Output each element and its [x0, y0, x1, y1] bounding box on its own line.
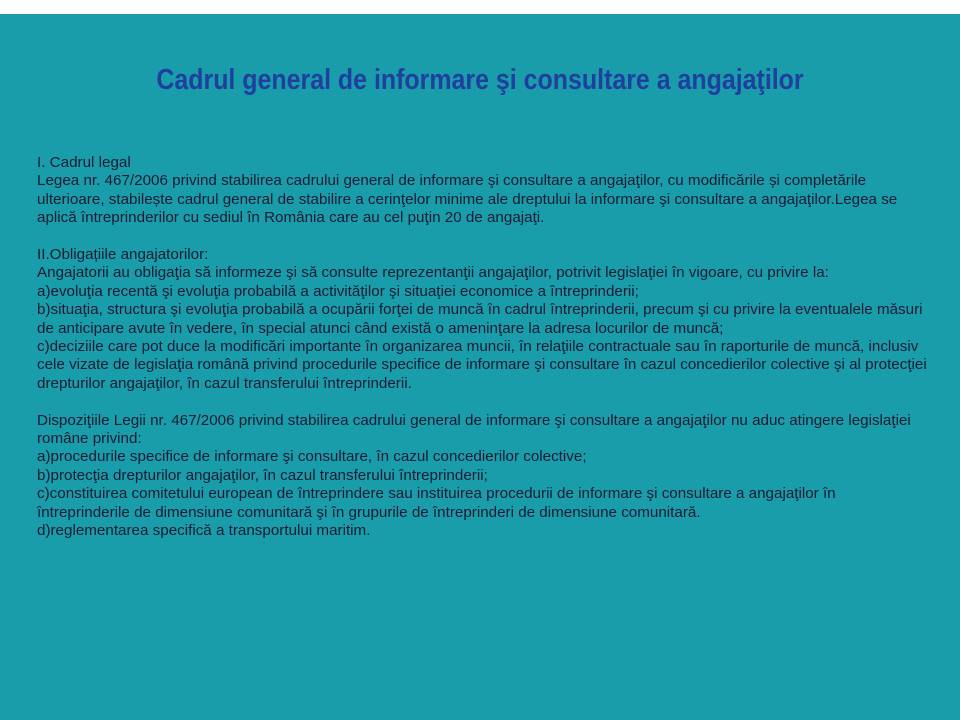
list-item-provision-a: a)procedurile specifice de informare şi consultare, în cazul concedierilor colective; [37, 448, 587, 466]
slide-title: Cadrul general de informare şi consultare a angajaţilor [156, 64, 804, 96]
slide-body [37, 154, 927, 541]
list-item-provision-b: b)protecţia drepturilor angajaţilor, în cazul transferului întreprinderii; [37, 466, 488, 484]
slide [0, 14, 960, 720]
list-item-obligation-a: a)evoluţia recentă şi evoluţia probabilă a activităţilor şi situaţiei economice a întreprinderii; [37, 282, 639, 300]
list-item-obligation-b: b)situaţia, structura şi evoluţia probabilă a ocupării forţei de muncă în cadrul întreprinderii, precum şi cu privire la eventualele măsuri de anticipare avute în vedere, în special atunci când există o ameninţare la adresa locurilor de muncă; [37, 301, 923, 337]
section-heading-legal-framework: I. Cadrul legal [37, 154, 131, 171]
section-heading-obligations: II.Obligațiile angajatorilor: [37, 246, 209, 264]
list-item-obligation-c: c)deciziile care pot duce la modificări importante în organizarea muncii, în relaţiile contractuale sau în raporturile de muncă, inclusiv cele vizate de legislaţia română privind procedurile specifice de informare şi consultare în cazul concedierilor colective şi al protecţiei drepturilor angajaţilor, în cazul transferului întreprinderii. [37, 338, 927, 392]
blank-line [37, 393, 927, 411]
list-item-provision-d: d)reglementarea specifică a transportului maritim. [37, 522, 371, 540]
paragraph-provisions-intro: Dispoziţiile Legii nr. 467/2006 privind stabilirea cadrului general de informare şi consultare a angajaţilor nu aduc atingere legislaţiei române privind: [37, 411, 911, 448]
paragraph-law-description: Legea nr. 467/2006 privind stabilirea cadrului general de informare şi consultare a angajaţilor, cu modificările și completările ulterioare, stabilește cadrul general de stabilire a cerinţelor minime ale dreptului la informare şi consultare a angajaţilor.Legea se aplică întreprinderilor cu sediul în România care au cel puţin 20 de angajaţi. [37, 172, 898, 227]
paragraph-obligations-intro: Angajatorii au obligaţia să informeze şi să consulte reprezentanţii angajaţilor, potrivit legislaţiei în vigoare, cu privire la: [37, 264, 829, 282]
list-item-provision-c: c)constituirea comitetului european de întreprindere sau instituirea procedurii de informare şi consultare a angajaţilor în întreprinderile de dimensiune comunitară şi în grupurile de întreprinderi de dimensiune comunitară. [37, 485, 836, 521]
blank-line [37, 228, 927, 246]
